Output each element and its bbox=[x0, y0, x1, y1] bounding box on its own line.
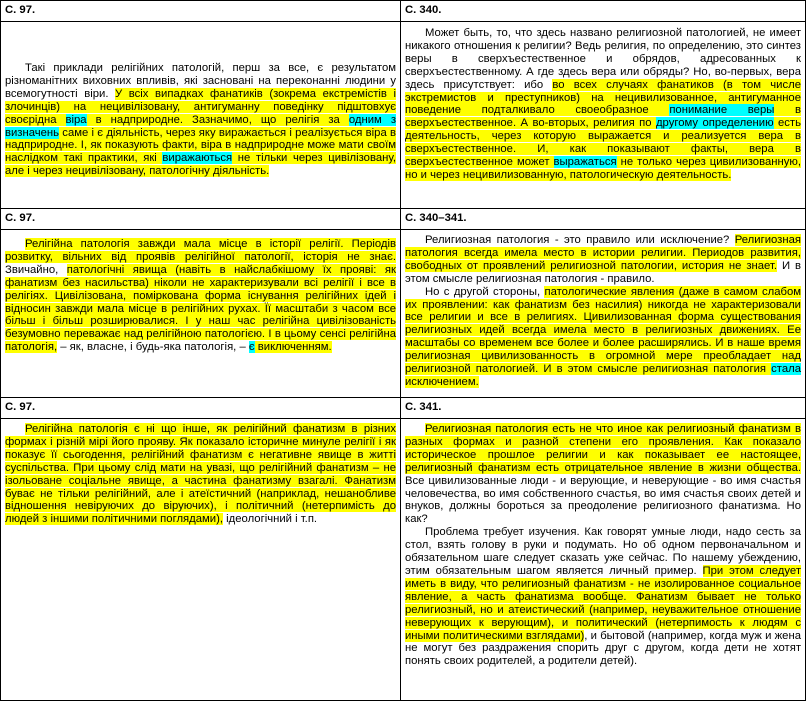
plain-text: Такі приклади релігійних патологій, перш за все, є результатом різноманітних виховних впливів, які засновані на переконанні людини у всемогутності віри. bbox=[5, 62, 396, 100]
yellow-highlighted-text: есть деятельность, через которую выражается и реализуется вера в сверхъестественное. И, как показывают факты, вера в сверхъестественное может bbox=[405, 117, 801, 169]
right-text-cell bbox=[401, 22, 806, 209]
right-page-ref: С. 340–341. bbox=[401, 209, 806, 230]
plain-text: И в этом смысле религиозная патология - правило. bbox=[405, 259, 802, 285]
cyan-highlighted-text: понимание веры bbox=[669, 104, 775, 117]
plain-text: Может быть, то, что здесь названо религиозной патологией, не имеет никакого отношения к религии? Ведь религия, по определению, это синтез веры в сверхъестественное и обрядов, адресованных к сверхъестественному. А где здесь вера или обряды? Но, во-первых, вера здесь присутствует: ибо bbox=[405, 27, 801, 91]
left-text-cell bbox=[1, 22, 401, 209]
left-text-cell bbox=[1, 230, 401, 398]
yellow-highlighted-text: исключением. bbox=[405, 375, 479, 388]
cyan-highlighted-text: выражаться bbox=[553, 156, 617, 169]
plain-text: – як, власне, і будь-яка патологія, – bbox=[57, 341, 249, 354]
right-paragraph bbox=[405, 423, 801, 526]
body-row-1 bbox=[1, 22, 806, 209]
plain-text: Звичайно, bbox=[5, 263, 67, 276]
cyan-highlighted-text: другому определению bbox=[655, 117, 774, 130]
yellow-highlighted-text: При этом следует иметь в виду, что религиозный фанатизм - не изолированное социальное явление, а часть фанатизма вообще. Фанатизм бывает не только религиозный, но и атеистический (например, неуважительное отношение неверующих к верующим), и политический (нетерпимость к людям с иными политическими взглядами) bbox=[405, 564, 802, 642]
yellow-highlighted-text: в сверхъестественное. А во-вторых, религия по bbox=[405, 104, 802, 130]
header-row-3 bbox=[1, 398, 806, 419]
plain-text: Проблема требует изучения. Как говорят умные люди, надо сесть за стол, взять голову в руки и подумать. Но об одном первоначальном и обязательном шаге следует сказать уже сейчас. По нашему убеждению, этим обязательным шагом является личный пример. bbox=[405, 526, 801, 577]
plain-text: , и бытовой (например, когда муж и жена не могут без раздражения спорить друг с другом, когда дети не хотят понять своих родителей, а родители детей). bbox=[405, 629, 801, 668]
yellow-highlighted-text: во всех случаях фанатиков (в том числе экстремистов и преступников) на нецивилизованное, антигуманное поведение подталкивало своеобразное bbox=[405, 78, 801, 117]
yellow-highlighted-text: не тільки через цивілізовану, але і через нецивілізовану, патологічну діяльність. bbox=[5, 152, 396, 178]
yellow-highlighted-text: виключенням. bbox=[254, 341, 332, 354]
yellow-highlighted-text: Релігійна патологія завжди мала місце в історії релігії. Періодів розвитку, вільних від проявів релігійної патології, історія не знає. bbox=[5, 238, 396, 263]
left-page-ref: С. 97. bbox=[1, 398, 401, 419]
body-row-3 bbox=[1, 419, 806, 701]
header-row-1 bbox=[1, 1, 806, 22]
right-paragraph bbox=[405, 27, 801, 182]
yellow-highlighted-text: в надприродне. Зазначимо, що релігія за bbox=[86, 113, 349, 126]
right-page-ref: С. 340. bbox=[401, 1, 806, 22]
yellow-highlighted-text: Религиозная патология всегда имела место в истории религии. Периодов развития, свободных от проявлений религиозной патологии, история не знает. bbox=[405, 234, 801, 272]
plain-text: Все цивилизованные люди - и верующие, и неверующие - во имя счастья человечества, во имя собственного счастья, во имя счастья своих детей и внуков, должны бороться за преодоление религиозного фанатизма. Но как? bbox=[405, 474, 801, 526]
yellow-highlighted-text: Релігійна патологія є ні що інше, як релігійний фанатизм в різних формах і різній мірі його прояву. Як показало історичне минуле релігії і як показує її сьогодення, релігійний фанатизм є негативне явище в житті суспільства. При цьому слід мати на увазі, що релігійний фанатизм – не ізольоване соціальне явище, а частина фанатизму взагалі. Фанатизм буває не тільки релігійний, але і атеїстичний (наприклад, нешанобливе відношення невіруючих до віруючих), і політичний (нетерпимість до людей з іншими політичними поглядами), bbox=[5, 423, 396, 526]
left-text-cell bbox=[1, 419, 401, 701]
right-paragraph bbox=[405, 234, 801, 286]
header-row-2 bbox=[1, 209, 806, 230]
yellow-highlighted-text: не только через цивилизованную, но и через нецивилизованную, патологическую деятельность. bbox=[405, 156, 801, 181]
yellow-highlighted-text: саме і є діяльність, через яку виражається і реалізується віра в надприродне. І, як показують факти, віра в надприродне може мати своїм наслідком такі практики, які bbox=[5, 126, 396, 165]
right-paragraph bbox=[405, 526, 801, 668]
cyan-highlighted-text: віра bbox=[65, 113, 87, 126]
yellow-highlighted-text: У всіх випадках фанатиків (зокрема екстремістів і злочинців) на нецивілізовану, антигуманну поведінку підштовхує своєрідна bbox=[5, 87, 396, 126]
right-paragraphs bbox=[405, 27, 801, 182]
right-text-cell bbox=[401, 230, 806, 398]
plain-text: ідеологічний і т.п. bbox=[223, 513, 318, 526]
plain-text: Но с другой стороны, bbox=[425, 285, 545, 298]
yellow-highlighted-text: Религиозная патология есть не что иное как религиозный фанатизм в разных формах и разной степени его проявления. Как показало историческое прошлое религии и как показывает ее настоящее, религиозный фанатизм есть отрицательное явление в жизни общества. bbox=[405, 423, 801, 474]
plain-text: Религиозная патология - это правило или исключение? bbox=[425, 234, 735, 246]
right-paragraphs bbox=[405, 423, 801, 668]
left-paragraph bbox=[5, 62, 396, 178]
yellow-highlighted-text: патологічні явища (навіть в найслабкішому їх прояві: як фанатизм без насильства) ніколи не характеризували всі релігії і все в релігіях. Цивілізована, поміркована форма існування релігійних ідей і відносин завжди мала місце в релігійних рухах. Її масштаби з часом все більш і більш розширювалися. І у наш час релігійна цивілізованість безумовно переважає над релігійною патологією. І в цьому сенсі релігійна патологія, bbox=[5, 263, 396, 354]
right-text-cell bbox=[401, 419, 806, 701]
left-paragraph bbox=[5, 238, 396, 354]
right-paragraph bbox=[405, 286, 801, 389]
right-paragraphs bbox=[405, 234, 801, 389]
right-page-ref: С. 341. bbox=[401, 398, 806, 419]
cyan-highlighted-text: виражаються bbox=[162, 152, 233, 165]
left-paragraph bbox=[5, 423, 396, 526]
cyan-highlighted-text: одним з визначень bbox=[5, 113, 396, 139]
left-page-ref: С. 97. bbox=[1, 1, 401, 22]
left-page-ref: С. 97. bbox=[1, 209, 401, 230]
cyan-highlighted-text: є bbox=[248, 341, 255, 354]
yellow-highlighted-text: патологические явления (даже в самом слабом их проявлении: как фанатизм без насилия) никогда не характеризовали все религии и все в религиях. Цивилизованная форма существования религиозных идей всегда имела место в религиозных движениях. Ее масштабы со временем все более и более расширялись. И в наше время религиозная цивилизованность в огромной мере преобладает над религиозной патологией. И в этом смысле религиозная патология bbox=[405, 285, 801, 376]
body-row-2 bbox=[1, 230, 806, 398]
cyan-highlighted-text: стала bbox=[771, 363, 801, 376]
